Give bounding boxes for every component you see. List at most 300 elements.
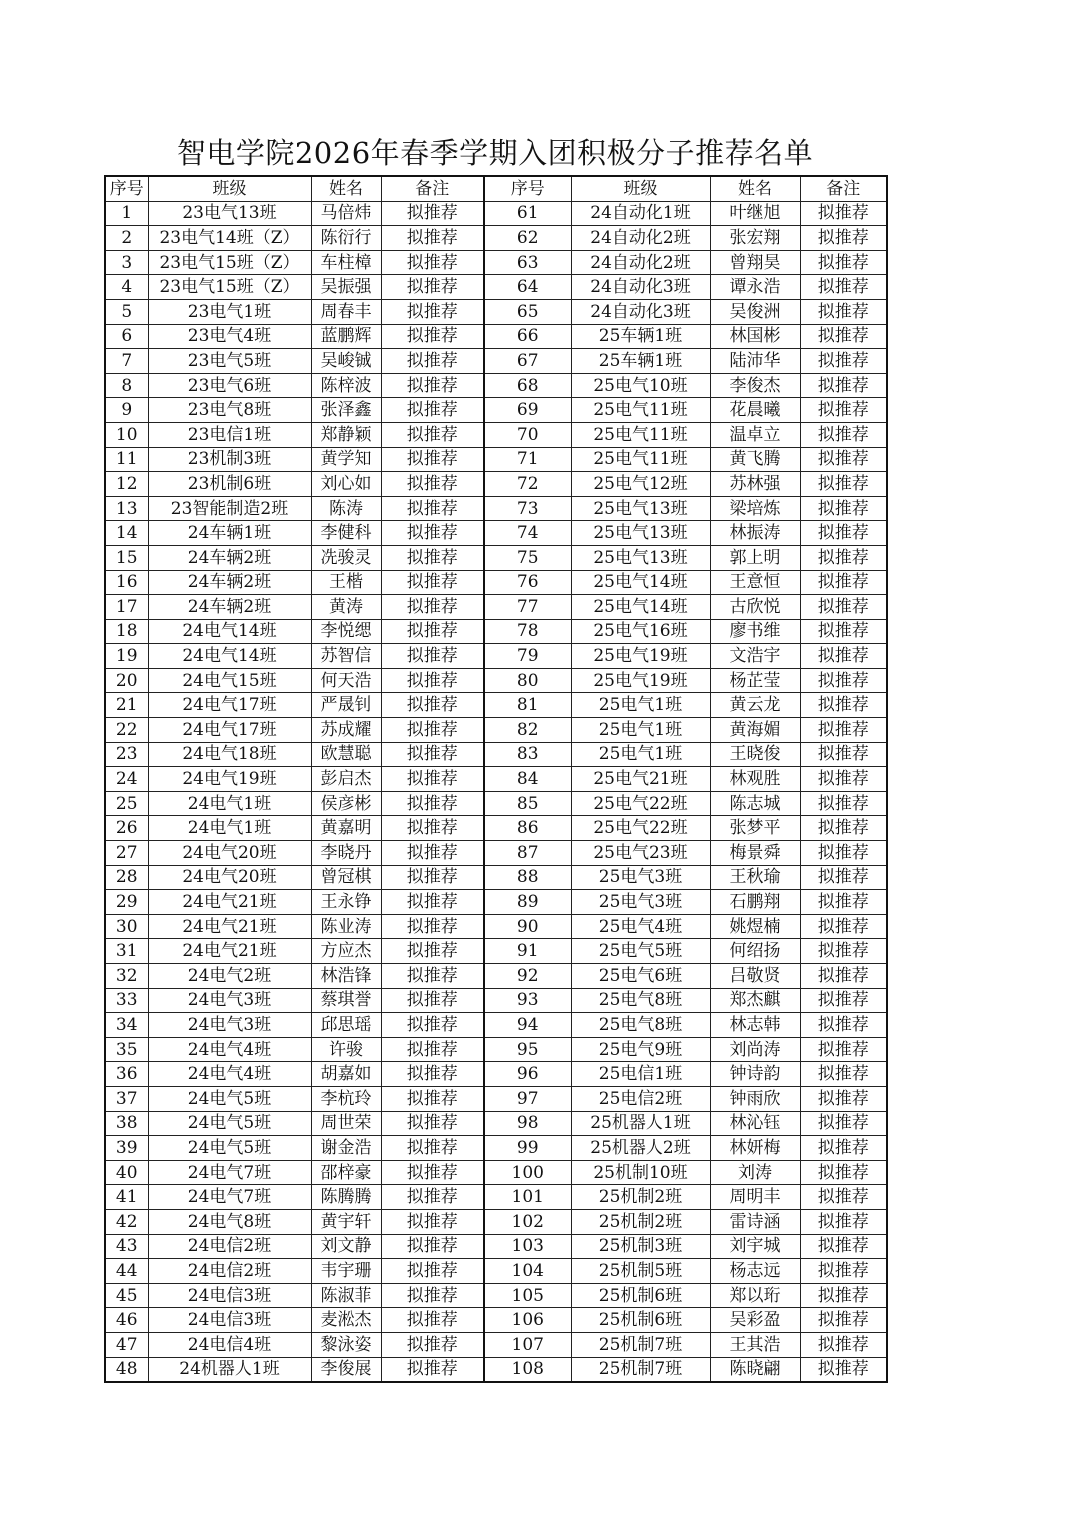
table-body <box>105 201 887 1382</box>
cell-class: 24电气4班 <box>148 1062 311 1087</box>
cell-remark: 拟推荐 <box>381 1234 484 1259</box>
cell-remark: 拟推荐 <box>800 422 887 447</box>
cell-index: 82 <box>484 718 571 743</box>
cell-class: 25电气23班 <box>571 841 710 866</box>
cell-name: 黄飞腾 <box>710 447 800 472</box>
cell-remark: 拟推荐 <box>381 865 484 890</box>
cell-index: 46 <box>105 1308 148 1333</box>
cell-class: 24电气20班 <box>148 865 311 890</box>
cell-index: 21 <box>105 693 148 718</box>
cell-remark: 拟推荐 <box>381 964 484 989</box>
table-row <box>105 447 887 472</box>
cell-remark: 拟推荐 <box>381 1013 484 1038</box>
header-name: 姓名 <box>710 176 800 201</box>
cell-index: 66 <box>484 324 571 349</box>
cell-name: 严晟钊 <box>311 693 381 718</box>
cell-class: 23机制3班 <box>148 447 311 472</box>
cell-name: 古欣悦 <box>710 595 800 620</box>
cell-class: 23电气13班 <box>148 201 311 226</box>
cell-class: 24电信2班 <box>148 1259 311 1284</box>
cell-remark: 拟推荐 <box>800 668 887 693</box>
cell-remark: 拟推荐 <box>381 349 484 374</box>
cell-index: 84 <box>484 767 571 792</box>
table-row <box>105 250 887 275</box>
cell-index: 98 <box>484 1111 571 1136</box>
cell-name: 郑静颖 <box>311 422 381 447</box>
table-row <box>105 693 887 718</box>
cell-remark: 拟推荐 <box>800 865 887 890</box>
cell-class: 24电信3班 <box>148 1308 311 1333</box>
cell-class: 25机制10班 <box>571 1160 710 1185</box>
cell-name: 周世荣 <box>311 1111 381 1136</box>
cell-remark: 拟推荐 <box>381 619 484 644</box>
cell-class: 24电气17班 <box>148 693 311 718</box>
cell-class: 24自动化3班 <box>571 275 710 300</box>
cell-remark: 拟推荐 <box>800 914 887 939</box>
cell-remark: 拟推荐 <box>381 275 484 300</box>
cell-class: 25电气1班 <box>571 742 710 767</box>
cell-class: 24自动化3班 <box>571 299 710 324</box>
cell-index: 35 <box>105 1037 148 1062</box>
table-header-row <box>105 176 887 201</box>
cell-remark: 拟推荐 <box>800 1062 887 1087</box>
cell-name: 王秋瑜 <box>710 865 800 890</box>
cell-class: 24电信4班 <box>148 1332 311 1357</box>
table-row <box>105 939 887 964</box>
cell-index: 12 <box>105 472 148 497</box>
table-row <box>105 1234 887 1259</box>
cell-class: 25电信1班 <box>571 1062 710 1087</box>
table-row <box>105 521 887 546</box>
table-row <box>105 1160 887 1185</box>
cell-remark: 拟推荐 <box>800 1160 887 1185</box>
table-row <box>105 570 887 595</box>
cell-name: 杨志远 <box>710 1259 800 1284</box>
cell-index: 79 <box>484 644 571 669</box>
cell-remark: 拟推荐 <box>800 1234 887 1259</box>
table-row <box>105 324 887 349</box>
cell-index: 36 <box>105 1062 148 1087</box>
cell-class: 23智能制造2班 <box>148 496 311 521</box>
cell-remark: 拟推荐 <box>381 791 484 816</box>
cell-remark: 拟推荐 <box>800 521 887 546</box>
cell-index: 92 <box>484 964 571 989</box>
cell-class: 24电气14班 <box>148 644 311 669</box>
cell-name: 马倍炜 <box>311 201 381 226</box>
cell-remark: 拟推荐 <box>381 521 484 546</box>
cell-name: 吴峻铖 <box>311 349 381 374</box>
cell-class: 25电信2班 <box>571 1086 710 1111</box>
table-row <box>105 791 887 816</box>
cell-index: 38 <box>105 1111 148 1136</box>
cell-class: 23电气4班 <box>148 324 311 349</box>
cell-index: 81 <box>484 693 571 718</box>
cell-class: 25电气1班 <box>571 718 710 743</box>
cell-class: 23电气15班（Z） <box>148 250 311 275</box>
cell-index: 93 <box>484 988 571 1013</box>
cell-name: 杨芷莹 <box>710 668 800 693</box>
cell-class: 25电气11班 <box>571 398 710 423</box>
cell-name: 麦淞杰 <box>311 1308 381 1333</box>
cell-name: 周春丰 <box>311 299 381 324</box>
table-row <box>105 644 887 669</box>
cell-name: 黄嘉明 <box>311 816 381 841</box>
cell-remark: 拟推荐 <box>800 496 887 521</box>
cell-index: 107 <box>484 1332 571 1357</box>
cell-remark: 拟推荐 <box>381 570 484 595</box>
cell-remark: 拟推荐 <box>381 250 484 275</box>
cell-remark: 拟推荐 <box>800 1259 887 1284</box>
cell-name: 陈淑菲 <box>311 1283 381 1308</box>
table-row <box>105 1062 887 1087</box>
cell-class: 23电气5班 <box>148 349 311 374</box>
cell-name: 许骏 <box>311 1037 381 1062</box>
cell-name: 刘涛 <box>710 1160 800 1185</box>
cell-remark: 拟推荐 <box>800 349 887 374</box>
cell-name: 李健科 <box>311 521 381 546</box>
table-row <box>105 1209 887 1234</box>
cell-remark: 拟推荐 <box>381 718 484 743</box>
cell-index: 80 <box>484 668 571 693</box>
cell-remark: 拟推荐 <box>800 398 887 423</box>
cell-name: 苏智信 <box>311 644 381 669</box>
cell-remark: 拟推荐 <box>381 447 484 472</box>
cell-name: 何绍扬 <box>710 939 800 964</box>
cell-class: 24电信3班 <box>148 1283 311 1308</box>
cell-index: 100 <box>484 1160 571 1185</box>
cell-index: 45 <box>105 1283 148 1308</box>
cell-remark: 拟推荐 <box>800 324 887 349</box>
cell-name: 郑杰麒 <box>710 988 800 1013</box>
table-row <box>105 988 887 1013</box>
cell-name: 陈晓翩 <box>710 1357 800 1382</box>
cell-remark: 拟推荐 <box>800 226 887 251</box>
cell-name: 姚煜楠 <box>710 914 800 939</box>
cell-class: 24自动化1班 <box>571 201 710 226</box>
cell-index: 99 <box>484 1136 571 1161</box>
cell-name: 韦宇珊 <box>311 1259 381 1284</box>
cell-class: 25电气11班 <box>571 447 710 472</box>
cell-index: 6 <box>105 324 148 349</box>
cell-index: 65 <box>484 299 571 324</box>
cell-name: 林浩锋 <box>311 964 381 989</box>
table-row <box>105 1037 887 1062</box>
cell-index: 25 <box>105 791 148 816</box>
cell-index: 9 <box>105 398 148 423</box>
cell-index: 18 <box>105 619 148 644</box>
cell-remark: 拟推荐 <box>381 496 484 521</box>
cell-index: 40 <box>105 1160 148 1185</box>
cell-index: 88 <box>484 865 571 890</box>
cell-index: 62 <box>484 226 571 251</box>
cell-index: 97 <box>484 1086 571 1111</box>
table-row <box>105 742 887 767</box>
cell-remark: 拟推荐 <box>381 841 484 866</box>
cell-class: 24电气4班 <box>148 1037 311 1062</box>
cell-class: 25电气13班 <box>571 496 710 521</box>
cell-index: 37 <box>105 1086 148 1111</box>
cell-name: 冼骏灵 <box>311 545 381 570</box>
cell-index: 106 <box>484 1308 571 1333</box>
header-index: 序号 <box>105 176 148 201</box>
cell-remark: 拟推荐 <box>381 1136 484 1161</box>
table-row <box>105 201 887 226</box>
cell-index: 19 <box>105 644 148 669</box>
cell-name: 廖书维 <box>710 619 800 644</box>
table-row <box>105 349 887 374</box>
cell-class: 24电气8班 <box>148 1209 311 1234</box>
cell-remark: 拟推荐 <box>800 1209 887 1234</box>
table-row <box>105 545 887 570</box>
cell-index: 4 <box>105 275 148 300</box>
cell-remark: 拟推荐 <box>381 988 484 1013</box>
cell-name: 吴振强 <box>311 275 381 300</box>
cell-class: 25机制6班 <box>571 1283 710 1308</box>
cell-class: 23电气6班 <box>148 373 311 398</box>
cell-remark: 拟推荐 <box>800 644 887 669</box>
cell-name: 张宏翔 <box>710 226 800 251</box>
cell-index: 39 <box>105 1136 148 1161</box>
cell-name: 李杭玲 <box>311 1086 381 1111</box>
cell-remark: 拟推荐 <box>800 1013 887 1038</box>
cell-remark: 拟推荐 <box>800 791 887 816</box>
document-title: 智电学院2026年春季学期入团积极分子推荐名单 <box>176 136 814 170</box>
table-row <box>105 472 887 497</box>
cell-remark: 拟推荐 <box>381 1185 484 1210</box>
cell-remark: 拟推荐 <box>800 1086 887 1111</box>
cell-class: 24电气18班 <box>148 742 311 767</box>
cell-index: 26 <box>105 816 148 841</box>
table-row <box>105 1086 887 1111</box>
cell-name: 郑以珩 <box>710 1283 800 1308</box>
cell-index: 16 <box>105 570 148 595</box>
cell-name: 苏林强 <box>710 472 800 497</box>
cell-name: 李悦缌 <box>311 619 381 644</box>
cell-class: 25电气14班 <box>571 595 710 620</box>
cell-remark: 拟推荐 <box>381 644 484 669</box>
cell-remark: 拟推荐 <box>800 816 887 841</box>
cell-remark: 拟推荐 <box>381 693 484 718</box>
cell-remark: 拟推荐 <box>800 841 887 866</box>
cell-index: 32 <box>105 964 148 989</box>
cell-index: 67 <box>484 349 571 374</box>
cell-index: 101 <box>484 1185 571 1210</box>
cell-class: 23机制6班 <box>148 472 311 497</box>
cell-name: 李晓丹 <box>311 841 381 866</box>
cell-remark: 拟推荐 <box>381 226 484 251</box>
cell-index: 75 <box>484 545 571 570</box>
table-row <box>105 816 887 841</box>
table-row <box>105 226 887 251</box>
cell-remark: 拟推荐 <box>381 1160 484 1185</box>
cell-name: 林妍梅 <box>710 1136 800 1161</box>
cell-name: 郭上明 <box>710 545 800 570</box>
table-row <box>105 275 887 300</box>
cell-remark: 拟推荐 <box>800 1332 887 1357</box>
cell-name: 欧慧聪 <box>311 742 381 767</box>
cell-name: 邱思瑶 <box>311 1013 381 1038</box>
cell-class: 24电气3班 <box>148 1013 311 1038</box>
cell-index: 86 <box>484 816 571 841</box>
cell-class: 24电气21班 <box>148 890 311 915</box>
cell-name: 李俊展 <box>311 1357 381 1382</box>
cell-remark: 拟推荐 <box>800 570 887 595</box>
cell-name: 吕敬贤 <box>710 964 800 989</box>
cell-index: 108 <box>484 1357 571 1382</box>
cell-remark: 拟推荐 <box>800 1111 887 1136</box>
table-row <box>105 668 887 693</box>
table-row <box>105 496 887 521</box>
cell-class: 24电气21班 <box>148 914 311 939</box>
cell-class: 23电气14班（Z） <box>148 226 311 251</box>
cell-remark: 拟推荐 <box>381 742 484 767</box>
cell-name: 王意恒 <box>710 570 800 595</box>
table-row <box>105 1013 887 1038</box>
cell-remark: 拟推荐 <box>381 201 484 226</box>
cell-name: 李俊杰 <box>710 373 800 398</box>
table-row <box>105 422 887 447</box>
cell-name: 黄宇轩 <box>311 1209 381 1234</box>
cell-name: 王永铮 <box>311 890 381 915</box>
header-name: 姓名 <box>311 176 381 201</box>
cell-name: 黄涛 <box>311 595 381 620</box>
table-row <box>105 865 887 890</box>
cell-class: 24电气7班 <box>148 1185 311 1210</box>
cell-class: 24电气20班 <box>148 841 311 866</box>
table-row <box>105 1185 887 1210</box>
cell-class: 23电气15班（Z） <box>148 275 311 300</box>
cell-class: 24电气14班 <box>148 619 311 644</box>
cell-remark: 拟推荐 <box>381 1111 484 1136</box>
cell-index: 105 <box>484 1283 571 1308</box>
cell-remark: 拟推荐 <box>381 1086 484 1111</box>
cell-remark: 拟推荐 <box>381 1037 484 1062</box>
cell-name: 蔡琪誉 <box>311 988 381 1013</box>
cell-remark: 拟推荐 <box>800 373 887 398</box>
cell-class: 25电气3班 <box>571 890 710 915</box>
cell-remark: 拟推荐 <box>381 545 484 570</box>
cell-class: 25机制5班 <box>571 1259 710 1284</box>
cell-name: 苏成耀 <box>311 718 381 743</box>
cell-name: 谭永浩 <box>710 275 800 300</box>
cell-name: 何天浩 <box>311 668 381 693</box>
cell-name: 陈涛 <box>311 496 381 521</box>
cell-index: 3 <box>105 250 148 275</box>
cell-remark: 拟推荐 <box>381 816 484 841</box>
cell-index: 102 <box>484 1209 571 1234</box>
cell-name: 刘宇城 <box>710 1234 800 1259</box>
table-row <box>105 1308 887 1333</box>
cell-class: 24电气17班 <box>148 718 311 743</box>
cell-remark: 拟推荐 <box>800 1185 887 1210</box>
cell-class: 25电气16班 <box>571 619 710 644</box>
cell-name: 王其浩 <box>710 1332 800 1357</box>
cell-index: 41 <box>105 1185 148 1210</box>
cell-name: 黄云龙 <box>710 693 800 718</box>
cell-index: 69 <box>484 398 571 423</box>
cell-remark: 拟推荐 <box>381 324 484 349</box>
cell-class: 25电气1班 <box>571 693 710 718</box>
cell-index: 96 <box>484 1062 571 1087</box>
cell-remark: 拟推荐 <box>800 964 887 989</box>
cell-index: 89 <box>484 890 571 915</box>
cell-index: 44 <box>105 1259 148 1284</box>
cell-name: 叶继旭 <box>710 201 800 226</box>
cell-name: 梅景舜 <box>710 841 800 866</box>
cell-remark: 拟推荐 <box>800 1357 887 1382</box>
cell-class: 24自动化2班 <box>571 226 710 251</box>
cell-index: 48 <box>105 1357 148 1382</box>
table-row <box>105 398 887 423</box>
cell-name: 车柱樟 <box>311 250 381 275</box>
cell-remark: 拟推荐 <box>381 595 484 620</box>
cell-class: 24电气5班 <box>148 1136 311 1161</box>
cell-class: 25电气8班 <box>571 988 710 1013</box>
cell-name: 黎泳姿 <box>311 1332 381 1357</box>
cell-name: 侯彦彬 <box>311 791 381 816</box>
cell-class: 25机制2班 <box>571 1209 710 1234</box>
cell-class: 25机器人2班 <box>571 1136 710 1161</box>
header-class: 班级 <box>571 176 710 201</box>
table-row <box>105 1136 887 1161</box>
cell-class: 25车辆1班 <box>571 324 710 349</box>
cell-name: 吴彩盈 <box>710 1308 800 1333</box>
cell-name: 王晓俊 <box>710 742 800 767</box>
cell-remark: 拟推荐 <box>800 767 887 792</box>
header-remark: 备注 <box>381 176 484 201</box>
cell-name: 林沁钰 <box>710 1111 800 1136</box>
cell-index: 68 <box>484 373 571 398</box>
cell-name: 陈梓波 <box>311 373 381 398</box>
cell-remark: 拟推荐 <box>800 693 887 718</box>
cell-name: 钟诗韵 <box>710 1062 800 1087</box>
table-row <box>105 595 887 620</box>
cell-index: 30 <box>105 914 148 939</box>
cell-class: 24电气5班 <box>148 1111 311 1136</box>
cell-remark: 拟推荐 <box>381 398 484 423</box>
cell-class: 25电气13班 <box>571 545 710 570</box>
cell-class: 24电信2班 <box>148 1234 311 1259</box>
cell-index: 17 <box>105 595 148 620</box>
cell-index: 74 <box>484 521 571 546</box>
cell-class: 23电信1班 <box>148 422 311 447</box>
cell-index: 13 <box>105 496 148 521</box>
cell-remark: 拟推荐 <box>381 939 484 964</box>
cell-class: 24机器人1班 <box>148 1357 311 1382</box>
cell-remark: 拟推荐 <box>800 1308 887 1333</box>
cell-index: 76 <box>484 570 571 595</box>
cell-class: 24电气15班 <box>148 668 311 693</box>
cell-class: 24车辆1班 <box>148 521 311 546</box>
cell-remark: 拟推荐 <box>381 1308 484 1333</box>
cell-index: 8 <box>105 373 148 398</box>
table-row <box>105 841 887 866</box>
cell-class: 24电气3班 <box>148 988 311 1013</box>
cell-class: 25电气4班 <box>571 914 710 939</box>
header-class: 班级 <box>148 176 311 201</box>
cell-name: 林志韩 <box>710 1013 800 1038</box>
cell-class: 24车辆2班 <box>148 570 311 595</box>
cell-name: 文浩宇 <box>710 644 800 669</box>
cell-name: 陈业涛 <box>311 914 381 939</box>
cell-index: 104 <box>484 1259 571 1284</box>
cell-index: 64 <box>484 275 571 300</box>
cell-name: 周明丰 <box>710 1185 800 1210</box>
cell-index: 14 <box>105 521 148 546</box>
cell-name: 方应杰 <box>311 939 381 964</box>
cell-class: 25电气8班 <box>571 1013 710 1038</box>
cell-name: 温卓立 <box>710 422 800 447</box>
